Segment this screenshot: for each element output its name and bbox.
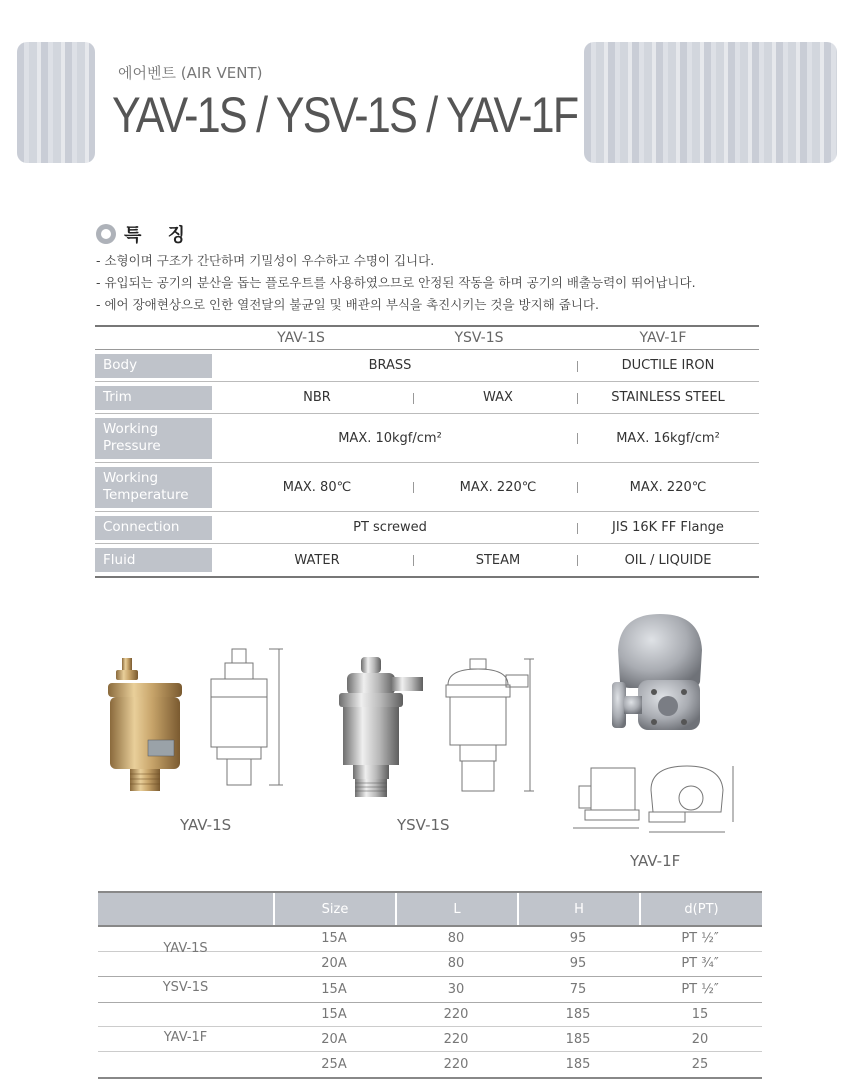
header-stripe-right [584,42,837,163]
circle-bullet-icon [96,224,116,244]
dim-model: YAV-1F [163,1029,208,1045]
spec-table [95,325,759,578]
spec-label: Connection [95,516,212,540]
ysv1s-photo [333,655,428,800]
spec-label: Fluid [95,548,212,572]
table-row: 15A 220 185 15 [98,1003,762,1028]
table-row: 15A 80 95 PT ½″ [98,927,762,952]
yav1s-drawing [205,645,295,800]
spec-value: BRASS [368,358,412,373]
dim-group-yav1s [98,927,762,977]
dim-header-d: d(PT) [641,893,762,925]
spec-value: JIS 16K FF Flange [612,520,724,535]
spec-value: NBR [303,390,331,405]
spec-value: MAX. 220℃ [629,479,707,495]
page-subtitle: 에어벤트 (AIR VENT) [118,64,263,82]
yav1s-photo [100,650,190,795]
dimension-table-header [98,893,762,927]
header-stripe-left [17,42,95,163]
spec-label: Body [95,354,212,378]
spec-label: Working Temperature [95,467,212,508]
dim-group-yav1f [98,1003,762,1077]
ysv1s-drawing [440,655,540,805]
spec-value: PT screwed [353,520,427,535]
spec-value: STEAM [475,552,521,568]
dim-model: YAV-1S [163,941,208,956]
spec-value: WATER [294,552,340,568]
table-row: 20A 80 95 PT ¾″ [321,956,719,972]
features-title: 특 징 [124,225,196,246]
feature-item: - 소형이며 구조가 간단하며 기밀성이 우수하고 수명이 깁니다. [96,253,435,268]
features-list [96,250,696,316]
spec-row-body [95,350,759,382]
product-label-ysv1s: YSV-1S [397,816,450,834]
spec-value: WAX [483,390,513,405]
feature-item: - 유입되는 공기의 분산을 돕는 플로우트를 사용하였으므로 안정된 작동을 하며 공기의 배출능력이 뛰어납니다. [96,275,696,290]
feature-item: - 에어 장애현상으로 인한 열전달의 불균일 및 배관의 부식을 촉진시키는 것을 방지해 줍니다. [96,297,599,312]
table-row: 25A 220 185 25 [321,1056,709,1072]
product-label-yav1s: YAV-1S [180,816,232,834]
product-label-yav1f: YAV-1F [630,852,681,870]
spec-label: Trim [95,386,212,410]
features-heading [96,221,195,247]
dimension-table [98,891,762,1079]
spec-label: Working Pressure [95,418,212,459]
page-title: YAV-1S / YSV-1S / YAV-1F [112,87,578,143]
spec-col-yav1s: YAV-1S [277,330,325,346]
spec-row-connection [95,512,759,544]
spec-row-temperature [95,463,759,512]
spec-value: DUCTILE IRON [621,358,715,373]
dim-header-l: L [397,893,517,925]
spec-row-fluid [95,544,759,576]
spec-value: MAX. 220℃ [459,479,537,495]
dim-header-size: Size [275,893,395,925]
table-row: 20A 220 185 20 [98,1027,762,1052]
spec-value: OIL / LIQUIDE [624,552,712,568]
spec-row-pressure [95,414,759,463]
spec-value: MAX. 16kgf/cm² [616,430,720,446]
yav1f-photo [604,610,714,740]
spec-value: STAINLESS STEEL [611,390,725,405]
dim-group-ysv1s [98,977,762,1003]
spec-value: MAX. 80℃ [282,479,352,495]
dim-model: YSV-1S [162,980,209,996]
spec-value: MAX. 10kgf/cm² [338,430,442,446]
dim-header-h: H [519,893,639,925]
spec-row-trim [95,382,759,414]
spec-table-header [95,327,759,350]
yav1f-drawing [565,760,745,840]
spec-col-yav1f: YAV-1F [639,330,687,346]
table-row: 15A 30 75 PT ½″ [321,981,719,997]
spec-col-ysv1s: YSV-1S [454,330,504,346]
